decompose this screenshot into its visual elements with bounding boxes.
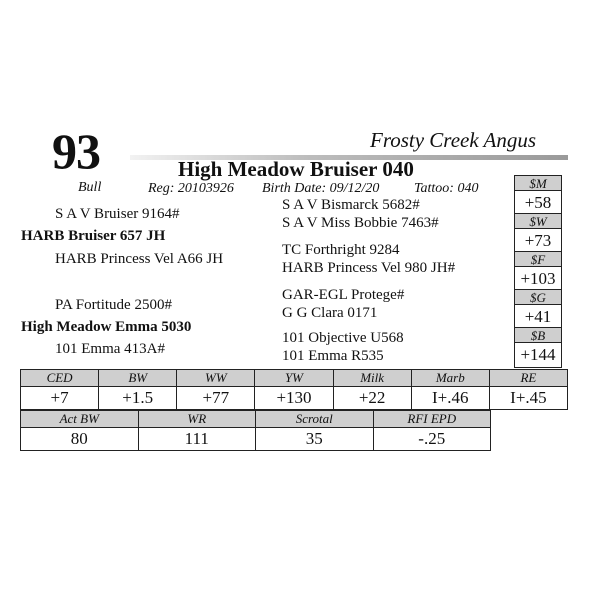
epd-header-bw: BW [99,370,177,387]
epd-value-yw: +130 [255,387,333,410]
consignor-name: Frosty Creek Angus [370,128,537,152]
pedigree-dam-sire: PA Fortitude 2500# [55,297,172,313]
epd-value-bw: +1.5 [99,387,177,410]
dollar-value: +58 [515,191,561,214]
performance-value-wr: 111 [138,428,256,451]
dollar-label: $W [515,214,561,229]
epd-header-re: RE [489,370,567,387]
epd-value-marb: I+.46 [411,387,489,410]
dollar-label: $M [515,176,561,191]
epd-header-row [21,370,568,387]
epd-header-ced: CED [21,370,99,387]
dollar-label: $F [515,252,561,267]
dollar-value: +103 [515,267,561,290]
animal-name: High Meadow Bruiser 040 [178,157,414,181]
pedigree-dam-dam: 101 Emma 413A# [55,341,165,357]
dollar-value: +41 [515,305,561,328]
pedigree-sire-sire-sire: S A V Bismarck 5682# [282,197,420,213]
lot-number: 93 [52,123,100,179]
pedigree-sire-sire-dam: S A V Miss Bobbie 7463# [282,215,439,231]
birth-date: Birth Date: 09/12/20 [262,181,380,196]
lot-sex: Bull [78,180,102,195]
epd-header-marb: Marb [411,370,489,387]
dollar-value: +144 [520,345,556,364]
epd-value-re: I+.45 [489,387,567,410]
performance-table [20,410,491,451]
performance-header-wr: WR [138,411,256,428]
performance-header-rfi-epd: RFI EPD [373,411,491,428]
epd-value-row [21,387,568,410]
performance-value-act-bw: 80 [21,428,139,451]
pedigree-sire-dam: HARB Princess Vel A66 JH [55,251,224,267]
epd-header-ww: WW [177,370,255,387]
pedigree-dam-dam-dam: 101 Emma R535 [282,348,384,364]
performance-value-row [21,428,491,451]
performance-value-scrotal: 35 [256,428,374,451]
performance-header-row [21,411,491,428]
performance-header-act-bw: Act BW [21,411,139,428]
dollar-label: $B [515,328,561,343]
pedigree-sire-sire: S A V Bruiser 9164# [55,206,180,222]
pedigree-dam-sire-sire: GAR-EGL Protege# [282,287,405,303]
performance-header-scrotal: Scrotal [256,411,374,428]
dollar-index-box [514,175,562,368]
pedigree-sire-dam-sire: TC Forthright 9284 [282,242,400,258]
pedigree-dam-sire-dam: G G Clara 0171 [282,305,378,321]
registration-number: Reg: 20103926 [148,181,234,196]
pedigree-dam-dam-sire: 101 Objective U568 [282,330,404,346]
epd-header-yw: YW [255,370,333,387]
epd-value-milk: +22 [333,387,411,410]
pedigree-dam: High Meadow Emma 5030 [21,319,192,335]
pedigree-sire-dam-dam: HARB Princess Vel 980 JH# [282,260,456,276]
dollar-value: +73 [515,229,561,252]
tattoo: Tattoo: 040 [414,181,479,196]
epd-value-ww: +77 [177,387,255,410]
pedigree-sire: HARB Bruiser 657 JH [21,228,166,244]
performance-value-rfi-epd: -.25 [373,428,491,451]
dollar-label: $G [515,290,561,305]
epd-value-ced: +7 [21,387,99,410]
epd-table [20,369,568,410]
epd-header-milk: Milk [333,370,411,387]
